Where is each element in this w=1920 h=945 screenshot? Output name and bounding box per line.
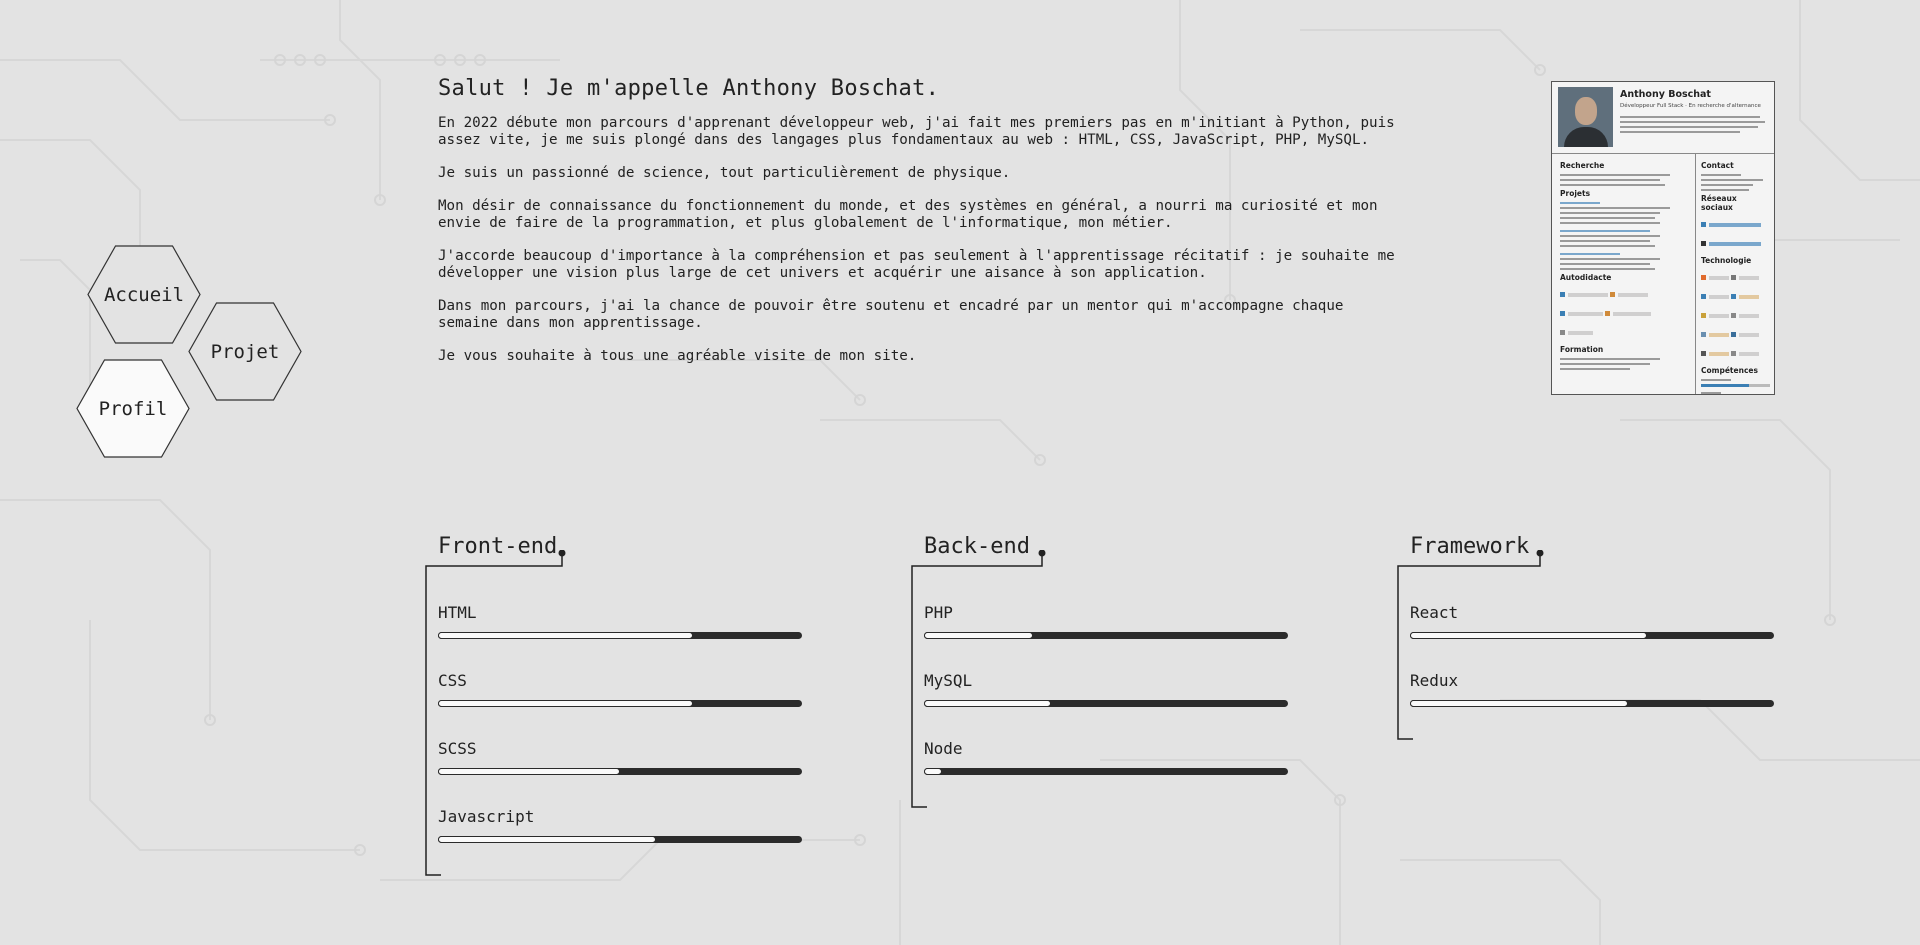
skills-category-title: Front-end xyxy=(438,534,558,559)
cv-subtitle: Développeur Full Stack · En recherche d'alternance xyxy=(1620,103,1761,109)
skill-bar xyxy=(924,768,1288,775)
skill-item xyxy=(438,671,802,690)
intro-section xyxy=(438,76,1398,381)
skill-name: Javascript xyxy=(438,807,535,826)
skill-bar-fill xyxy=(438,768,620,775)
skill-bar xyxy=(438,700,802,707)
skill-item xyxy=(924,603,1288,622)
intro-paragraph: J'accorde beaucoup d'importance à la compréhension et pas seulement à l'apprentissage récitatif : je souhaite me développer une vision plus large de cet univers et acquérir une aisance à son application. xyxy=(438,248,1395,281)
skill-name: Node xyxy=(924,739,963,758)
bracket-decoration xyxy=(425,550,585,880)
skill-name: CSS xyxy=(438,671,467,690)
nav-profil-label[interactable]: Profil xyxy=(98,397,168,420)
skill-bar-fill xyxy=(924,768,942,775)
intro-paragraph: Je suis un passionné de science, tout particulièrement de physique. xyxy=(438,165,1011,181)
cv-section-title: Formation xyxy=(1560,345,1604,354)
cv-photo xyxy=(1558,87,1613,147)
skills-category-title: Framework xyxy=(1410,534,1530,559)
skill-bar xyxy=(438,768,802,775)
skill-item xyxy=(438,603,802,622)
nav-accueil-label[interactable]: Accueil xyxy=(103,283,185,306)
skill-item xyxy=(1410,603,1774,622)
cv-right-column xyxy=(1696,153,1774,394)
intro-paragraph: Dans mon parcours, j'ai la chance de pouvoir être soutenu et encadré par un mentor qui m'accompagne chaque semaine dans mon apprentissage. xyxy=(438,298,1344,331)
page-title: Salut ! Je m'appelle Anthony Boschat. xyxy=(438,76,940,101)
cv-section-title: Recherche xyxy=(1560,161,1605,170)
skill-bar xyxy=(1410,632,1774,639)
cv-section-title: Réseaux sociaux xyxy=(1701,194,1737,212)
skill-item xyxy=(438,739,802,758)
skill-name: MySQL xyxy=(924,671,973,690)
skill-bar-fill xyxy=(438,700,693,707)
intro-paragraph: En 2022 débute mon parcours d'apprenant développeur web, j'ai fait mes premiers pas en m'initiant à Python, puis assez vite, je me suis plongé dans des langages plus fondamentaux au web : HTML, CSS, JavaScript, PHP, MySQL. xyxy=(438,115,1395,148)
cv-left-column xyxy=(1552,153,1696,394)
skill-item xyxy=(1410,671,1774,690)
skills-category-title: Back-end xyxy=(924,534,1030,559)
skill-bar-fill xyxy=(924,700,1051,707)
skill-item xyxy=(438,807,802,826)
cv-section-title: Autodidacte xyxy=(1560,273,1612,282)
cv-name: Anthony Boschat xyxy=(1620,89,1711,100)
skill-bar-fill xyxy=(438,836,656,843)
skill-bar xyxy=(1410,700,1774,707)
skill-bar-fill xyxy=(438,632,693,639)
skill-bar-fill xyxy=(1410,632,1647,639)
nav-accueil[interactable] xyxy=(87,245,201,344)
skill-name: PHP xyxy=(924,603,953,622)
cv-section-title: Technologie xyxy=(1701,256,1752,265)
cv-section-title: Projets xyxy=(1560,189,1591,198)
skill-bar xyxy=(924,700,1288,707)
skill-bar xyxy=(438,632,802,639)
skill-name: Redux xyxy=(1410,671,1459,690)
cv-section-title: Compétences xyxy=(1701,366,1758,375)
cv-section-title: Contact xyxy=(1701,161,1734,170)
intro-paragraph: Je vous souhaite à tous une agréable visite de mon site. xyxy=(438,348,917,364)
skill-bar-fill xyxy=(924,632,1033,639)
skill-name: HTML xyxy=(438,603,477,622)
skill-bar xyxy=(924,632,1288,639)
nav-projet[interactable] xyxy=(188,302,302,401)
nav-projet-label[interactable]: Projet xyxy=(210,340,280,363)
skill-bar-fill xyxy=(1410,700,1628,707)
cv-thumbnail[interactable] xyxy=(1551,81,1775,395)
intro-paragraph: Mon désir de connaissance du fonctionnement du monde, et des systèmes en général, a nourri ma curiosité et mon envie de faire de la programmation, et plus globalement de l'informatique, mon métier. xyxy=(438,198,1378,231)
skill-item xyxy=(924,671,1288,690)
skill-name: React xyxy=(1410,603,1459,622)
cv-header xyxy=(1552,82,1774,154)
skill-item xyxy=(924,739,1288,758)
nav-profil[interactable] xyxy=(76,359,190,458)
skill-bar xyxy=(438,836,802,843)
bracket-decoration xyxy=(1397,550,1557,750)
skill-name: SCSS xyxy=(438,739,477,758)
cv-summary-lines xyxy=(1620,116,1768,136)
